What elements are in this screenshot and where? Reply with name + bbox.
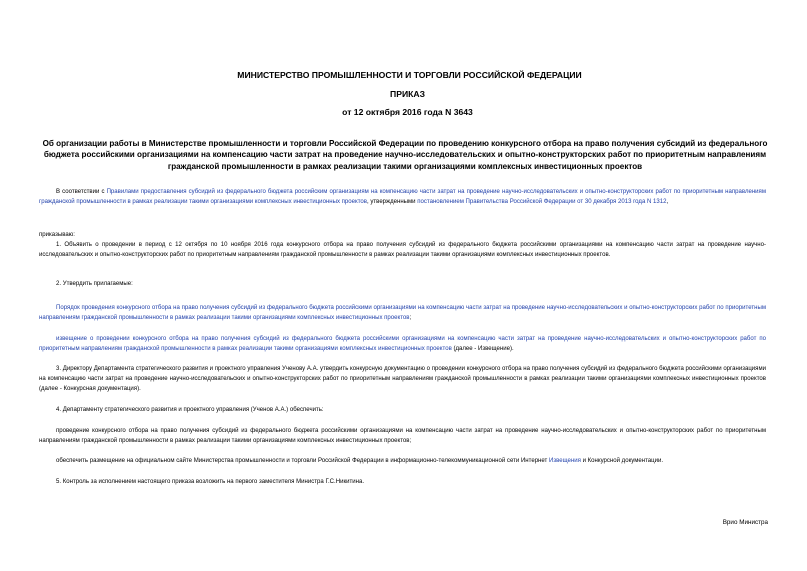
publish-paragraph — [39, 456, 766, 466]
order-type: ПРИКАЗ — [390, 89, 425, 99]
item-2: 2. Утвердить прилагаемые: — [56, 281, 133, 287]
rules-link[interactable]: Правилами предоставления субсидий из федерального бюджета российским организациям на компенсацию части затрат на проведение научно-исследовательских и опытно-конструкторских работ по приоритетным направлениям гражданской промышленности в рамках реализации такими организациями комплексных инвестиционных проектов — [39, 189, 766, 206]
notice-short-link[interactable]: Извещения — [549, 458, 581, 464]
publish-prefix: обеспечить размещение на официальном сайте Министерства промышленности и торговли Российской Федерации в информационно-телекоммуникационной сети Интернет — [56, 458, 550, 464]
order-word: приказываю: — [39, 232, 75, 238]
item-5: 5. Контроль за исполнением настоящего приказа возложить на первого заместителя Министра Г.С.Никитина. — [56, 479, 365, 485]
procedure-paragraph — [39, 303, 766, 323]
intro-suffix: , — [666, 199, 669, 206]
signature: Врио Министра — [722, 519, 768, 526]
document-title: Об организации работы в Министерстве промышленности и торговли Российской Федерации по проведению конкурсного отбора на право получения субсидий из федерального бюджета российскими организациями на компенсацию части затрат на проведение научно-исследовательских и опытно-конструкторских работ по приоритетным направлениям гражданской промышленности в рамках реализации такими организациями комплексных инвестиционных проектов — [42, 139, 768, 171]
item-1: 1. Объявить о проведении в период с 12 октября по 10 ноября 2016 года конкурсного отбора на право получения субсидий из федерального бюджета российскими организациями на компенсацию части затрат на проведение научно-исследовательских и опытно-конструкторских работ по приоритетным направлениям гражданской промышленности в рамках реализации такими организациями комплексных инвестиционных проектов. — [39, 242, 766, 259]
intro-paragraph — [39, 187, 766, 207]
item-4: 4. Департаменту стратегического развития и проектного управления (Ученов А.А.) обеспечить: — [56, 407, 324, 413]
notice-paragraph — [39, 334, 766, 354]
government-decree-link[interactable]: постановлением Правительства Российской Федерации от 30 декабря 2013 года N 1312 — [417, 199, 667, 206]
item-3: 3. Директору Департамента стратегического развития и проектного управления Ученову А.А. утвердить конкурсную документацию о проведении конкурсного отбора на право получения субсидий из федерального бюджета российскими организациями на компенсацию части затрат на проведение научно-исследовательских и опытно-конструкторских работ по приоритетным направлениям гражданской промышленности в рамках реализации такими организациями комплексных инвестиционных проектов (далее - Конкурсная документация). — [39, 366, 766, 393]
intro-prefix: В соответствии с — [56, 189, 107, 195]
conduct-paragraph: проведение конкурсного отбора на право получения субсидий из федерального бюджета российскими организациями на компенсацию части затрат на проведение научно-исследовательских и опытно-конструкторских работ по приоритетным направлениям гражданской промышленности в рамках реализации такими организациями комплексных инвестиционных проектов; — [39, 428, 766, 445]
order-date: от 12 октября 2016 года N 3643 — [342, 107, 473, 117]
procedure-link[interactable]: Порядок проведения конкурсного отбора на право получения субсидий из федерального бюджета российскими организациями на компенсацию части затрат на проведение научно-исследовательских и опытно-конструкторских работ по приоритетным направлениям гражданской промышленности в рамках реализации такими организациями комплексных инвестиционных проектов — [39, 305, 766, 322]
procedure-suffix: ; — [409, 315, 412, 322]
notice-suffix: (далее - Извещение). — [451, 346, 514, 353]
ministry-name: МИНИСТЕРСТВО ПРОМЫШЛЕННОСТИ И ТОРГОВЛИ РОССИЙСКОЙ ФЕДЕРАЦИИ — [237, 70, 582, 80]
publish-suffix: и Конкурсной документации. — [580, 458, 664, 464]
intro-middle: , утвержденными — [367, 199, 418, 206]
notice-link[interactable]: извещение о проведении конкурсного отбора на право получения субсидий из федерального бюджета российскими организациями на компенсацию части затрат на проведение научно-исследовательских и опытно-конструкторских работ по приоритетным направлениям гражданской промышленности в рамках реализации такими организациями комплексных инвестиционных проектов — [39, 336, 766, 353]
